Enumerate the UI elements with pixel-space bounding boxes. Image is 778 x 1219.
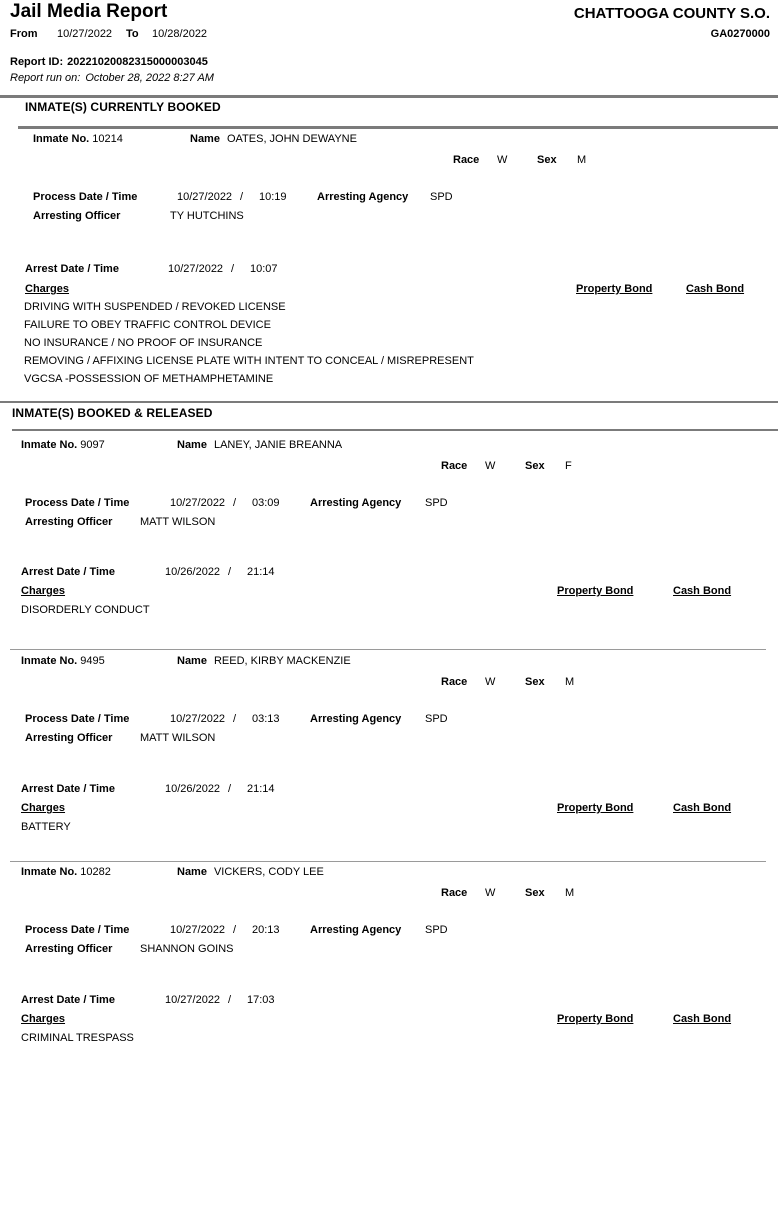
race-label: Race — [441, 460, 468, 472]
race-value: W — [485, 460, 496, 472]
inmate-no-row — [21, 866, 111, 879]
arrest-dt-label: Arrest Date / Time — [21, 783, 115, 795]
arrest-time: 10:07 — [250, 263, 278, 275]
process-row — [25, 497, 448, 510]
sex-label: Sex — [525, 887, 545, 899]
arrest-time: 21:14 — [247, 783, 275, 795]
process-date: 10/27/2022 — [170, 924, 226, 936]
charge-item: DISORDERLY CONDUCT — [21, 604, 150, 616]
inmate-no-value: 9495 — [80, 655, 105, 667]
process-date: 10/27/2022 — [170, 497, 226, 509]
name-value: OATES, JOHN DEWAYNE — [226, 133, 357, 145]
process-dt-label: Process Date / Time — [25, 497, 130, 509]
slash: / — [228, 566, 232, 578]
sex-value: M — [565, 887, 575, 899]
charges-header: Charges — [25, 283, 70, 295]
header-rule — [0, 95, 778, 98]
sex-value: M — [565, 676, 575, 688]
to-label: To — [126, 28, 139, 40]
slash: / — [233, 713, 237, 725]
arresting-agency-label: Arresting Agency — [310, 924, 402, 936]
date-range — [10, 28, 207, 41]
process-row — [25, 713, 448, 726]
sex-label: Sex — [537, 154, 557, 166]
inmate-no-label: Inmate No. — [33, 133, 90, 145]
section-rule — [0, 401, 778, 403]
name-row — [177, 439, 342, 452]
slash: / — [228, 994, 232, 1006]
arresting-agency-value: SPD — [430, 191, 453, 203]
race-value: W — [485, 676, 496, 688]
arrest-dt-label: Arrest Date / Time — [21, 566, 115, 578]
inmate-no-row — [21, 439, 105, 452]
arrest-date: 10/27/2022 — [168, 263, 224, 275]
sex-value: M — [577, 154, 587, 166]
inmate-no-label: Inmate No. — [21, 655, 78, 667]
cash-bond-header: Cash Bond — [686, 283, 745, 295]
charge-item: NO INSURANCE / NO PROOF OF INSURANCE — [24, 337, 263, 349]
race-label: Race — [441, 887, 468, 899]
race-label: Race — [441, 676, 468, 688]
race-sex-row — [441, 887, 574, 900]
arresting-officer-label: Arresting Officer — [25, 732, 113, 744]
charges-header: Charges — [21, 585, 66, 597]
arrest-row — [21, 566, 275, 579]
charge-item: VGCSA -POSSESSION OF METHAMPHETAMINE — [24, 373, 274, 385]
process-time: 20:13 — [252, 924, 280, 936]
arrest-date: 10/27/2022 — [165, 994, 221, 1006]
property-bond-header: Property Bond — [576, 283, 653, 295]
process-date: 10/27/2022 — [177, 191, 233, 203]
sex-label: Sex — [525, 676, 545, 688]
name-value: LANEY, JANIE BREANNA — [213, 439, 343, 451]
report-id-label: Report ID: — [10, 56, 64, 68]
name-label: Name — [177, 439, 207, 451]
process-date: 10/27/2022 — [170, 713, 226, 725]
slash: / — [233, 497, 237, 509]
arresting-officer-value: MATT WILSON — [140, 732, 216, 744]
name-label: Name — [177, 655, 207, 667]
arrest-dt-label: Arrest Date / Time — [21, 994, 115, 1006]
process-row — [33, 191, 453, 204]
report-id-value: 20221020082315000003045 — [67, 56, 208, 68]
agency-name: CHATTOOGA COUNTY S.O. — [573, 5, 770, 22]
race-value: W — [485, 887, 496, 899]
arrest-dt-label: Arrest Date / Time — [25, 263, 119, 275]
arresting-agency-value: SPD — [425, 497, 448, 509]
cash-bond-header: Cash Bond — [673, 585, 732, 597]
officer-row — [33, 210, 244, 223]
name-row — [177, 655, 351, 668]
arresting-agency-value: SPD — [425, 713, 448, 725]
name-row — [177, 866, 324, 879]
section-rule — [18, 126, 778, 129]
officer-row — [25, 516, 215, 529]
name-row — [190, 133, 357, 146]
name-value: VICKERS, CODY LEE — [213, 866, 324, 878]
cash-bond-header: Cash Bond — [673, 802, 732, 814]
section-title-booked-released: INMATE(S) BOOKED & RELEASED — [12, 406, 213, 420]
inmate-no-row — [21, 655, 105, 668]
arrest-date: 10/26/2022 — [165, 783, 221, 795]
run-on-label: Report run on: — [10, 72, 81, 84]
inmate-no-value: 10282 — [80, 866, 111, 878]
arrest-row — [21, 783, 275, 796]
arresting-officer-label: Arresting Officer — [25, 516, 113, 528]
section-title-currently-booked: INMATE(S) CURRENTLY BOOKED — [25, 100, 221, 114]
record-separator — [10, 649, 766, 650]
record-separator — [10, 861, 766, 862]
inmate-no-label: Inmate No. — [21, 866, 78, 878]
slash: / — [233, 924, 237, 936]
property-bond-header: Property Bond — [557, 802, 634, 814]
process-dt-label: Process Date / Time — [25, 924, 130, 936]
arresting-officer-value: TY HUTCHINS — [170, 210, 244, 222]
charge-item: BATTERY — [21, 821, 71, 833]
officer-row — [25, 732, 215, 745]
race-sex-row — [453, 154, 586, 167]
arresting-officer-label: Arresting Officer — [33, 210, 121, 222]
inmate-no-label: Inmate No. — [21, 439, 78, 451]
name-label: Name — [177, 866, 207, 878]
race-sex-row — [441, 676, 574, 689]
slash: / — [231, 263, 235, 275]
arrest-row — [21, 994, 275, 1007]
to-date: 10/28/2022 — [152, 28, 208, 40]
process-time: 10:19 — [259, 191, 287, 203]
process-row — [25, 924, 448, 937]
process-time: 03:09 — [252, 497, 280, 509]
process-time: 03:13 — [252, 713, 280, 725]
inmate-no-value: 10214 — [92, 133, 123, 145]
arrest-time: 17:03 — [247, 994, 275, 1006]
run-on-value: October 28, 2022 8:27 AM — [85, 72, 214, 84]
arresting-agency-value: SPD — [425, 924, 448, 936]
section-rule — [12, 429, 778, 431]
sex-label: Sex — [525, 460, 545, 472]
arresting-agency-label: Arresting Agency — [317, 191, 409, 203]
charge-item: CRIMINAL TRESPASS — [21, 1032, 134, 1044]
property-bond-header: Property Bond — [557, 1013, 634, 1025]
charge-item: DRIVING WITH SUSPENDED / REVOKED LICENSE — [24, 301, 286, 313]
slash: / — [228, 783, 232, 795]
sex-value: F — [565, 460, 572, 472]
charge-item: FAILURE TO OBEY TRAFFIC CONTROL DEVICE — [24, 319, 271, 331]
process-dt-label: Process Date / Time — [25, 713, 130, 725]
name-label: Name — [190, 133, 220, 145]
agency-code: GA0270000 — [710, 28, 770, 40]
report-id-row — [10, 56, 208, 69]
inmate-no-value: 9097 — [80, 439, 105, 451]
arresting-agency-label: Arresting Agency — [310, 713, 402, 725]
inmate-no-row — [33, 133, 123, 146]
race-label: Race — [453, 154, 480, 166]
report-run-row — [10, 72, 214, 85]
cash-bond-header: Cash Bond — [673, 1013, 732, 1025]
from-label: From — [10, 28, 38, 40]
arrest-row — [25, 263, 278, 276]
slash: / — [240, 191, 244, 203]
name-value: REED, KIRBY MACKENZIE — [213, 655, 351, 667]
officer-row — [25, 943, 234, 956]
arrest-date: 10/26/2022 — [165, 566, 221, 578]
report-title: Jail Media Report — [10, 1, 168, 22]
race-value: W — [497, 154, 508, 166]
from-date: 10/27/2022 — [57, 28, 113, 40]
charge-item: REMOVING / AFFIXING LICENSE PLATE WITH INTENT TO CONCEAL / MISREPRESENT — [24, 355, 474, 367]
charges-header: Charges — [21, 802, 66, 814]
charges-header: Charges — [21, 1013, 66, 1025]
arresting-officer-value: MATT WILSON — [140, 516, 216, 528]
arresting-officer-value: SHANNON GOINS — [140, 943, 234, 955]
property-bond-header: Property Bond — [557, 585, 634, 597]
arrest-time: 21:14 — [247, 566, 275, 578]
arresting-agency-label: Arresting Agency — [310, 497, 402, 509]
process-dt-label: Process Date / Time — [33, 191, 138, 203]
race-sex-row — [441, 460, 572, 473]
arresting-officer-label: Arresting Officer — [25, 943, 113, 955]
